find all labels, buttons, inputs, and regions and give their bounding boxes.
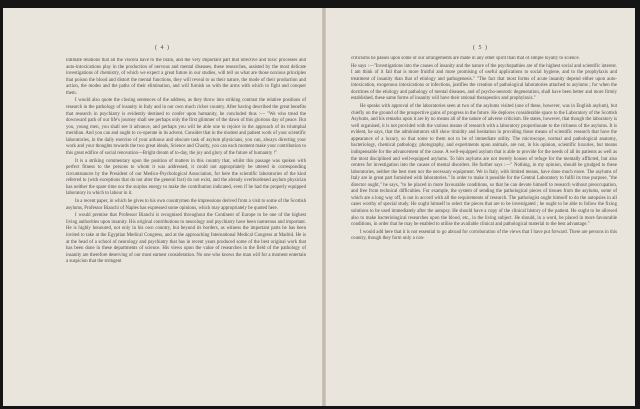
left-page-body bbox=[66, 58, 306, 396]
paragraph: criticisms he passes upon some of our arrangements are made in any other spirit than that of simple loyalty to science. bbox=[351, 56, 580, 61]
paragraph: He says :—"Investigations into the causes of insanity and the nature of the psychopathies are of the highest social and scientific interest. I am think of it fail that is more fruitful and more promising of useful applications to social hygiene, and to the prophylaxis and treatment of insanity than that of etiology and pathogenesis." "The fact that most forms of acute insanity depend either upon auto-intoxication, exogenous intoxications or infections, justifies the creation of pathological laboratories attached to asylums ; for when the doctrines of the etiology and pathology of mental diseases, and of psycho-neurotic degeneration, shall have been better and more firmly established, these same forms of insanity will have their rational therapeutics and prophylaxis." bbox=[351, 63, 617, 102]
paragraph: intimate relations that all the viscera have to the brain, and the very important part that infective and toxic processes and auto-intoxications play in the production of nervous and mental diseases, these researches, assisted by the most delicate investigations of chemistry, of which we expect a great future in our studies, will tell us what are those noxious principles that poison the blood and distort the mental functions, they will reveal to us their nature, the mode of their production and action, the modes and the paths of their elimination, and will furnish us with the arms with which to fight and conquer them. bbox=[66, 58, 306, 96]
paragraph: I would also quote the closing sentences of the address, as they throw into striking contrast the relative positions of research in the pathology of insanity in Italy and in our own much richer country. After having described the great benefits that research in psychiatry is evidently destined to confer upon humanity, he concluded thus :— "We who tread the downward path of our life's journey shall see perhaps only the first glimmer of the dawn of this glorious day of peace. But you, young men, you shall see it advance, and perhaps you will be able one to rejoice in the approach of its triumphal meridian. And you can and ought to co-operate in its advent. Consider that in the modest and patient work of your scientific laboratories, in the daily exercise of your arduous and obscure task of asylum physicians, you can, always directing your work and your thoughts towards the two great ideals, Science and Charity, you can each moment make your contribution to this great edifice of social renovation—Bright dream of to-day, the joy and glory of the future of humanity !" bbox=[66, 98, 306, 156]
right-page-body bbox=[351, 56, 617, 396]
paragraph: I would premise that Professor Bianchi is recognised throughout the Continent of Europe to be one of the highest living authorities upon insanity. His original contributions to neurology and psychiatry have been numerous and important. He is highly honoured, not only in his own country, but beyond its borders, as witness the important parts he has been invited to take at the Egyptian Medical Congress, and at the approaching International Medical Congress at Madrid. He is at the head of a school of neurology and psychiatry that has in recent years produced some of the best original work that has been done in these departments of science. His views upon the value of researches in the field of the pathology of insanity are therefore deserving of our most earnest consideration. No one who knows the man will for a moment entertain a suspicion that the stringent bbox=[66, 213, 306, 265]
left-page bbox=[3, 8, 322, 406]
right-page bbox=[326, 8, 635, 406]
book-spread bbox=[3, 8, 635, 406]
paragraph: In a recent paper, in which he gives to his own countrymen the impressions derived from a visit to some of the Scottish asylums, Professor Bianchi of Naples has expressed some opinions, which may appropriately be quoted here. bbox=[66, 199, 306, 211]
page-number-left: ( 4 ) bbox=[155, 45, 170, 51]
paragraph: It is a striking commentary upon the position of matters in this country that, whilst this passage was spoken with perfect fitness to the persons to whom it was addressed, it could not appropriately be uttered in corresponding circumstances by the President of our Medico-Psychological Association, for here the scientific laboratories of the kind referred to (with exceptions that do not alter the general fact) do not exist, and the already overburdened asylum physician has neither the spare time nor the surplus energy to make the contribution indicated, even if he had the properly equipped laboratory in which to labour in it. bbox=[66, 158, 306, 197]
paragraph: He speaks with approval of the laboratories seen at two of the asylums visited (one of these, however, was in English asylum), but chiefly on the ground of the prospective gains of progress in the future. He deplores considerable space to the Laboratory of the Scottish Asylums, and his remarks upon it are by no means all of the nature of adverse criticism. He states, however, that though the laboratory is well organised, it is not provided with the various means of research with a laboratory proportionate to the richness of the asylums. It is evident, he says, that the administrators still show timidity and hesitation in providing those means of scientific research that have the appearance of a luxury, so that some to them not to be of immediate utility. The microscope, normal and pathological anatomy, bacteriology, chemical pathology, photography, and experiments upon animals, are not, in his opinion, scientific luxuries, but means indispensable for the advancement of the cause. A well-equipped asylum that is able to provide for the needs of all its patients as well as the most disciplined and well-equipped asylums. To him asylums are not merely houses of refuge for the mentally afflicted, but also centres for investigation into the causes of mental disorders. He further says :—" Nothing, in my opinion, should be grudged to these laboratories, neither the best men nor the necessary equipment. We in Italy, with limited means, have done much more. The asylums of Italy are in great part furnished with laboratories." In order to make it possible for the Central Laboratory to fulfil its true purpose, "the director ought," he says, "to be placed in more favourable conditions, so that he can devote himself to research without preoccupation, and free from technical difficulties. For example, the system of sending the pathological pieces of tissues from the asylums, some of which are a long way off, is not in accord with all the requirements of research. The pathologist ought himself to do the autopsies in all cases worthy of special study. He ought himself to select the pieces that are to be investigated ; he ought to be able to follow the fixing solutions to be used immediately after the autopsy. He should have a copy of the clinical history of the patient. He ought to be allowed also to make bacteriological researches upon the blood, etc., in the living subject. He should, in a word, be placed in more favourable conditions, in order that he may be enabled to utilise the available clinical and pathological material to the best advantage." bbox=[351, 104, 617, 228]
paragraph: I would add here that it is not essential to go abroad for corroboration of the views that I have put forward. There are persons in this country, though they form only a con- bbox=[351, 229, 617, 242]
page-number-right: ( 5 ) bbox=[473, 45, 488, 51]
